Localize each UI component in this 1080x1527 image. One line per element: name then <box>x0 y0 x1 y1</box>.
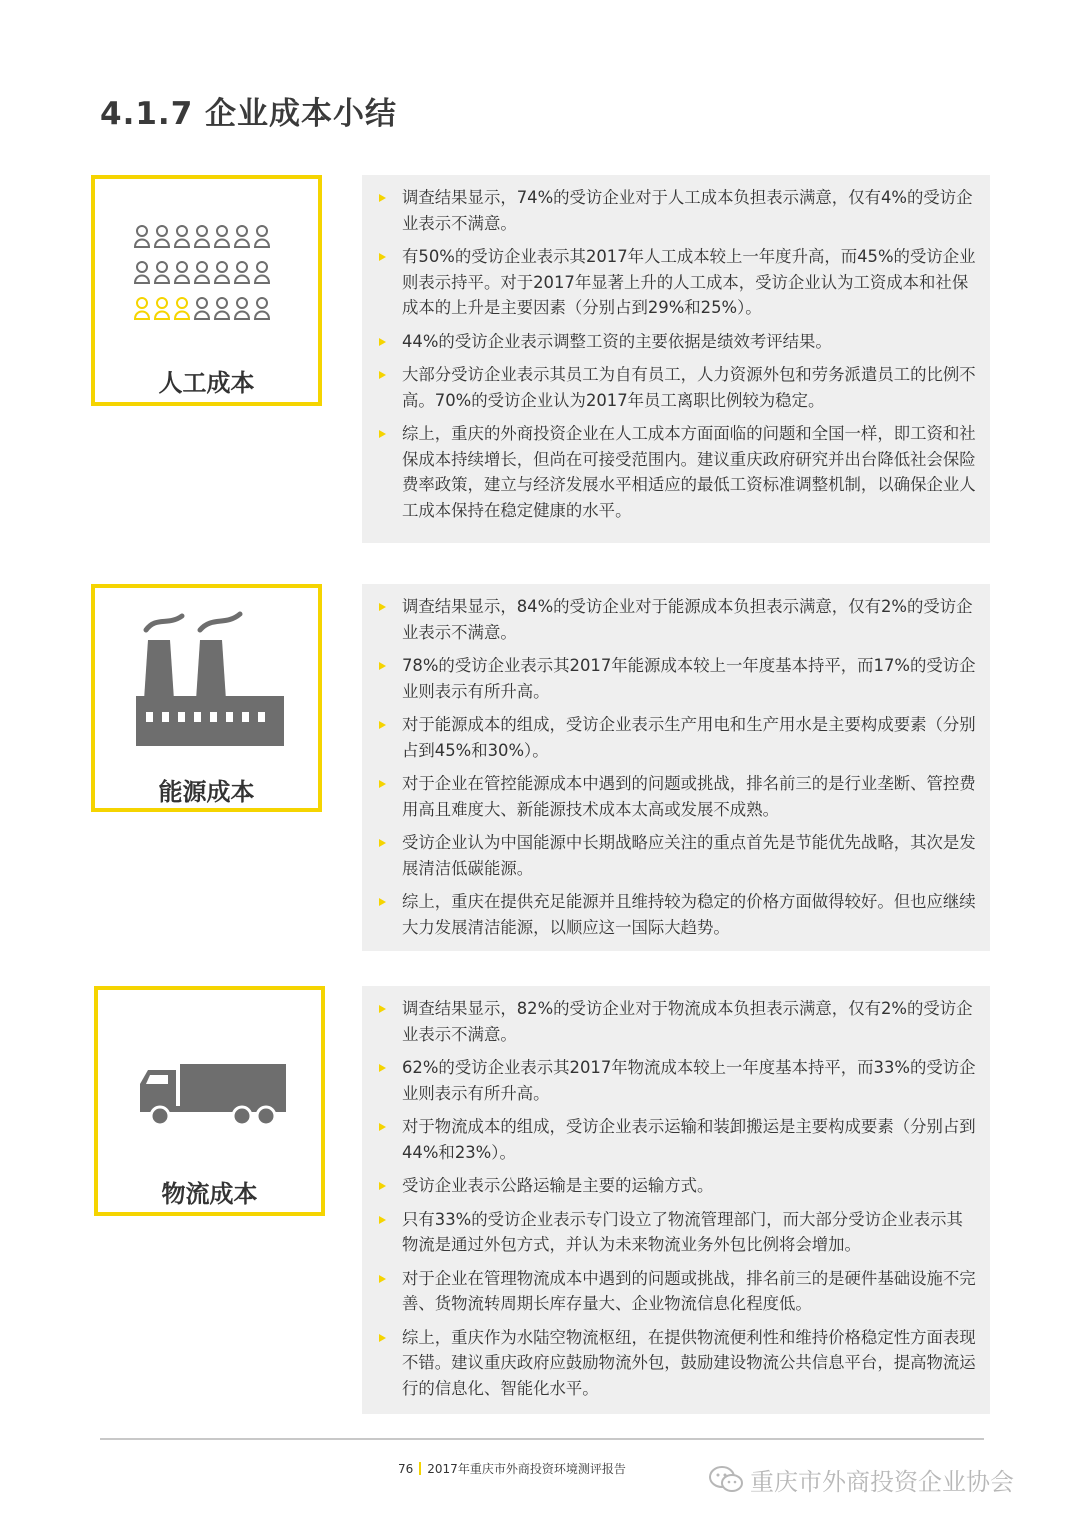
bullet-item: 综上，重庆的外商投资企业在人工成本方面面临的问题和全国一样，即工资和社保成本持续增长，但尚在可接受范围内。建议重庆政府研究并出台降低社会保险费率政策，建立与经济发展水平相适应的最低工资标准调整机制，以确保企业人工成本保持在稳定健康的水平。 <box>376 421 978 523</box>
bullet-item: 调查结果显示，84%的受访企业对于能源成本负担表示满意，仅有2%的受访企业表示不满意。 <box>376 594 978 645</box>
bullet-item: 44%的受访企业表示调整工资的主要依据是绩效考评结果。 <box>376 329 978 355</box>
bullet-item: 综上，重庆在提供充足能源并且维持较为稳定的价格方面做得较好。但也应继续大力发展清洁能源，以顺应这一国际大趋势。 <box>376 889 978 940</box>
bullet-item: 62%的受访企业表示其2017年物流成本较上一年度基本持平，而33%的受访企业则表示有所升高。 <box>376 1055 978 1106</box>
footer <box>398 1460 626 1477</box>
bullet-item: 受访企业表示公路运输是主要的运输方式。 <box>376 1173 978 1199</box>
footer-divider <box>100 1438 984 1440</box>
section-label: 人工成本 <box>158 369 255 397</box>
bullet-item: 有50%的受访企业表示其2017年人工成本较上一年度升高，而45%的受访企业则表示持平。对于2017年显著上升的人工成本，受访企业认为工资成本和社保成本的上升是主要因素（分别占到29%和25%）。 <box>376 244 978 321</box>
logistics-cost-panel <box>362 986 990 1414</box>
bullet-item: 对于物流成本的组成，受访企业表示运输和装卸搬运是主要构成要素（分别占到44%和23%）。 <box>376 1114 978 1165</box>
bullet-item: 大部分受访企业表示其员工为自有员工，人力资源外包和劳务派遣员工的比例不高。70%的受访企业认为2017年员工离职比例较为稳定。 <box>376 362 978 413</box>
energy-cost-panel <box>362 584 990 951</box>
bullet-item: 对于企业在管理物流成本中遇到的问题或挑战，排名前三的是硬件基础设施不完善、货物流转周期长库存量大、企业物流信息化程度低。 <box>376 1266 978 1317</box>
bullet-item: 只有33%的受访企业表示专门设立了物流管理部门，而大部分受访企业表示其物流是通过外包方式，并认为未来物流业务外包比例将会增加。 <box>376 1207 978 1258</box>
bullet-item: 调查结果显示，74%的受访企业对于人工成本负担表示满意，仅有4%的受访企业表示不满意。 <box>376 185 978 236</box>
footer-separator <box>419 1462 421 1475</box>
logistics-cost-icon-box <box>94 986 325 1216</box>
bullet-item: 78%的受访企业表示其2017年能源成本较上一年度基本持平，而17%的受访企业则表示有所升高。 <box>376 653 978 704</box>
watermark-text: 重庆市外商投资企业协会 <box>750 1468 1014 1496</box>
report-title: 2017年重庆市外商投资环境测评报告 <box>427 1462 626 1476</box>
watermark <box>708 1462 1014 1497</box>
people-icon <box>133 223 283 333</box>
wechat-icon <box>708 1465 744 1495</box>
factory-icon <box>130 608 290 748</box>
truck-icon <box>138 1060 288 1130</box>
bullet-item: 对于能源成本的组成，受访企业表示生产用电和生产用水是主要构成要素（分别占到45%和30%）。 <box>376 712 978 763</box>
energy-cost-icon-box <box>91 584 322 812</box>
page-title: 4.1.7 企业成本小结 <box>100 96 398 132</box>
section-label: 物流成本 <box>161 1180 258 1208</box>
bullet-item: 对于企业在管控能源成本中遇到的问题或挑战，排名前三的是行业垄断、管控费用高且难度大、新能源技术成本太高或发展不成熟。 <box>376 771 978 822</box>
section-label: 能源成本 <box>158 778 255 806</box>
labor-cost-icon-box <box>91 175 322 406</box>
page-number: 76 <box>398 1462 414 1476</box>
bullet-item: 综上，重庆作为水陆空物流枢纽，在提供物流便利性和维持价格稳定性方面表现不错。建议重庆政府应鼓励物流外包，鼓励建设物流公共信息平台，提高物流运行的信息化、智能化水平。 <box>376 1325 978 1402</box>
labor-cost-panel <box>362 175 990 543</box>
bullet-item: 调查结果显示，82%的受访企业对于物流成本负担表示满意，仅有2%的受访企业表示不满意。 <box>376 996 978 1047</box>
bullet-item: 受访企业认为中国能源中长期战略应关注的重点首先是节能优先战略，其次是发展清洁低碳能源。 <box>376 830 978 881</box>
